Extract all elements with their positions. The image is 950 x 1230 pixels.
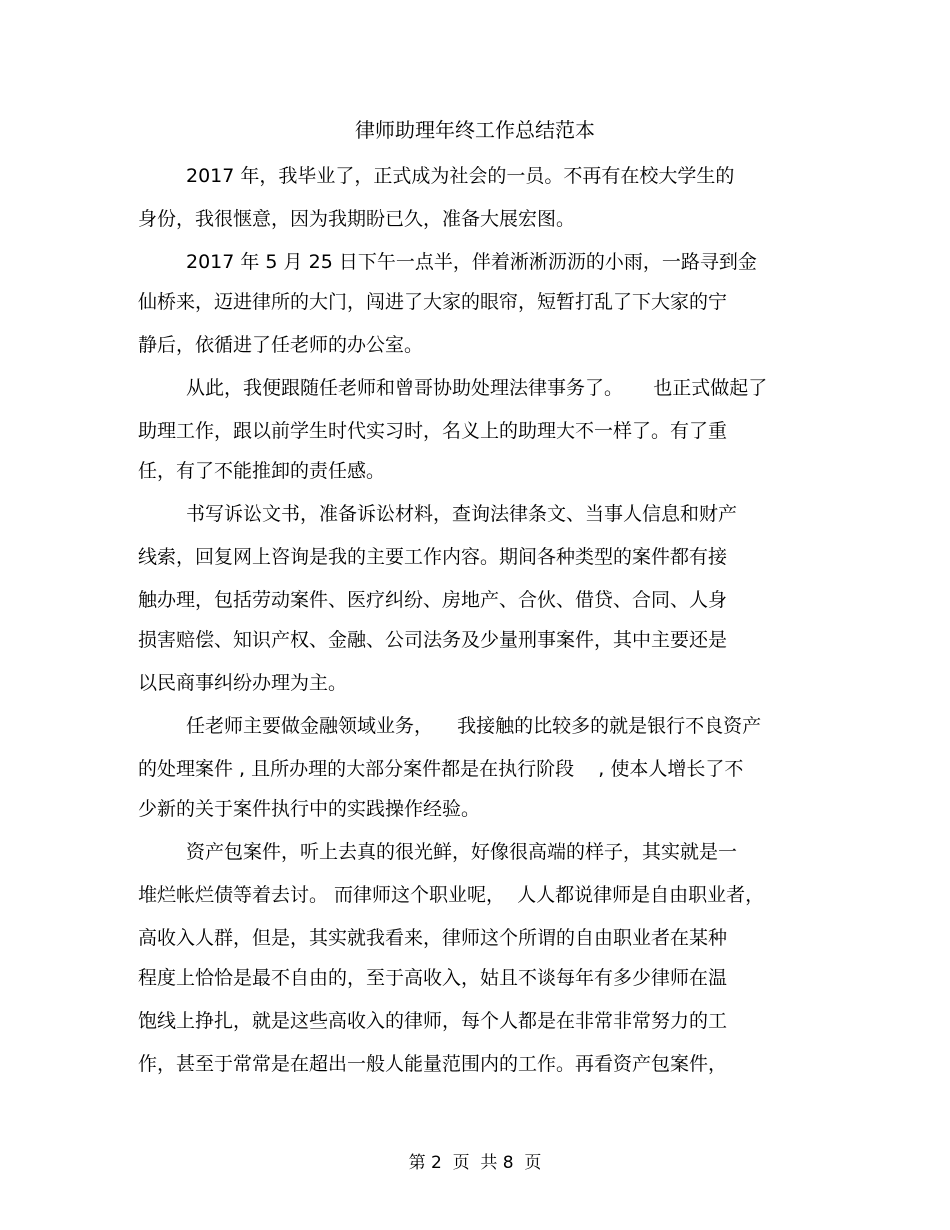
paragraph-line: 资产包案件，听上去真的很光鲜，好像很高端的样子，其实就是一: [186, 841, 738, 863]
paragraph-line: 书写诉讼文书，准备诉讼材料，查询法律条文、当事人信息和财产: [186, 503, 738, 525]
paragraph-line: 的处理案件 , 且所办理的大部分案件都是在执行阶段 , 使本人增长了不: [138, 758, 744, 780]
paragraph-line: 程度上恰恰是最不自由的，至于高收入，姑且不谈每年有多少律师在温: [138, 967, 728, 989]
paragraph-line: 作，甚至于常常是在超出一般人能量范围内的工作。再看资产包案件，: [138, 1053, 728, 1075]
paragraph-line: 2017 年 5 月 25 日下午一点半，伴着淅淅沥沥的小雨，一路寻到金: [186, 251, 757, 273]
paragraph-line: 任老师主要做金融领域业务， 我接触的比较多的就是银行不良资产: [186, 715, 762, 737]
paragraph-line: 仙桥来，迈进律所的大门，闯进了大家的眼帘，短暂打乱了下大家的宁: [138, 291, 728, 313]
paragraph-line: 身份，我很惬意，因为我期盼已久，准备大展宏图。: [138, 208, 576, 230]
paragraph-line: 2017 年，我毕业了，正式成为社会的一员。不再有在校大学生的: [186, 165, 735, 187]
paragraph-line: 堆烂帐烂债等着去讨。 而律师这个职业呢， 人人都说律师是自由职业者，: [138, 884, 765, 906]
paragraph-line: 助理工作，跟以前学生时代实习时，名义上的助理大不一样了。有了重: [138, 420, 728, 442]
paragraph-line: 损害赔偿、知识产权、金融、公司法务及少量刑事案件，其中主要还是: [138, 629, 728, 651]
paragraph-line: 触办理，包括劳动案件、医疗纠纷、房地产、合伙、借贷、合同、人身: [138, 589, 728, 611]
paragraph-line: 少新的关于案件执行中的实践操作经验。: [138, 798, 481, 820]
page-number-footer: 第 2 页 共 8 页: [408, 1153, 542, 1173]
paragraph-line: 静后，依循进了任老师的办公室。: [138, 334, 424, 356]
paragraph-line: 从此，我便跟随任老师和曾哥协助处理法律事务了。 也正式做起了: [186, 377, 768, 399]
paragraph-line: 任，有了不能推卸的责任感。: [138, 460, 386, 482]
document-title: 律师助理年终工作总结范本: [355, 118, 595, 142]
paragraph-line: 饱线上挣扎，就是这些高收入的律师，每个人都是在非常非常努力的工: [138, 1010, 728, 1032]
paragraph-line: 高收入人群，但是，其实就我看来，律师这个所谓的自由职业者在某种: [138, 927, 728, 949]
paragraph-line: 以民商事纠纷办理为主。: [138, 672, 348, 694]
paragraph-line: 线索，回复网上咨询是我的主要工作内容。期间各种类型的案件都有接: [138, 546, 728, 568]
